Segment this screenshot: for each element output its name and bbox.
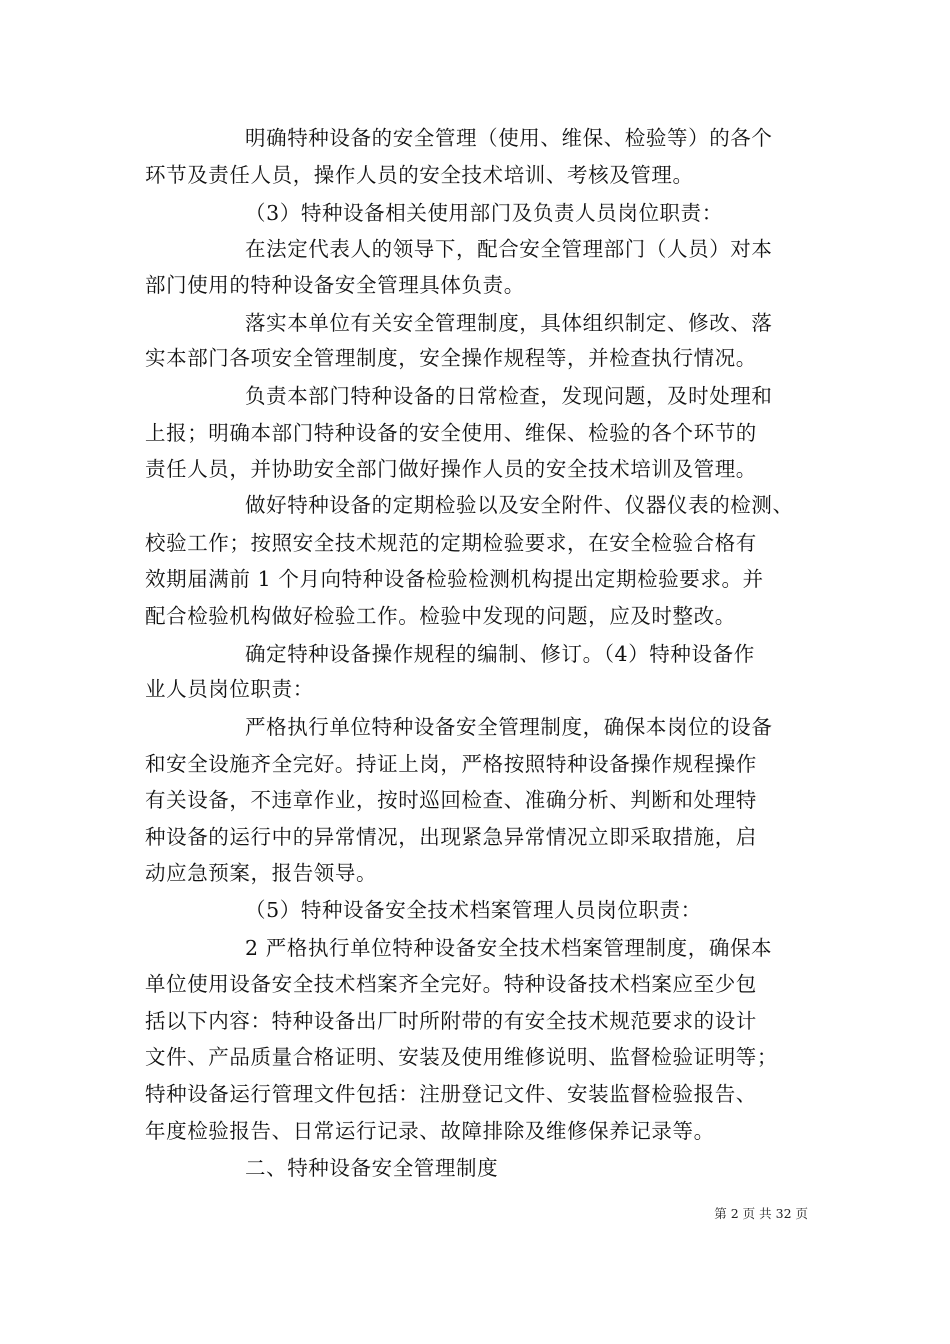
text-line: 责任人员，并协助安全部门做好操作人员的安全技术培训及管理。 — [145, 457, 757, 481]
section-heading: 二、特种设备安全管理制度 — [245, 1156, 499, 1180]
text-line: 负责本部门特种设备的日常检查，发现问题，及时处理和 — [245, 384, 773, 408]
text-line: 上报；明确本部门特种设备的安全使用、维保、检验的各个环节的 — [145, 421, 757, 445]
text-line: 配合检验机构做好检验工作。检验中发现的问题，应及时整改。 — [145, 604, 736, 628]
text-line: 部门使用的特种设备安全管理具体负责。 — [145, 273, 525, 297]
section-heading: （5）特种设备安全技术档案管理人员岗位职责： — [245, 898, 702, 922]
text-line: 效期届满前 1 个月向特种设备检验检测机构提出定期检验要求。并 — [145, 567, 764, 591]
text-line: 种设备的运行中的异常情况，出现紧急异常情况立即采取措施，启 — [145, 825, 757, 849]
text-line: 单位使用设备安全技术档案齐全完好。特种设备技术档案应至少包 — [145, 972, 757, 996]
text-line: 做好特种设备的定期检验以及安全附件、仪器仪表的检测、 — [245, 493, 794, 517]
text-line: 和安全设施齐全完好。持证上岗，严格按照特种设备操作规程操作 — [145, 752, 757, 776]
text-line: 动应急预案，报告领导。 — [145, 861, 378, 885]
text-line: 校验工作；按照安全技术规范的定期检验要求，在安全检验合格有 — [145, 531, 757, 555]
section-heading: （3）特种设备相关使用部门及负责人员岗位职责： — [245, 201, 723, 225]
page-number: 第 2 页 共 32 页 — [714, 1206, 808, 1221]
text-line: 有关设备，不违章作业，按时巡回检查、准确分析、判断和处理特 — [145, 788, 757, 812]
text-line: 落实本单位有关安全管理制度，具体组织制定、修改、落 — [245, 311, 773, 335]
text-line: 环节及责任人员，操作人员的安全技术培训、考核及管理。 — [145, 163, 694, 187]
text-line: 特种设备运行管理文件包括：注册登记文件、安装监督检验报告、 — [145, 1082, 757, 1106]
text-line: 2 严格执行单位特种设备安全技术档案管理制度，确保本 — [245, 936, 773, 960]
text-line: 在法定代表人的领导下，配合安全管理部门（人员）对本 — [245, 237, 773, 261]
text-line: 严格执行单位特种设备安全管理制度，确保本岗位的设备 — [245, 715, 773, 739]
text-line: 实本部门各项安全管理制度，安全操作规程等，并检查执行情况。 — [145, 346, 757, 370]
text-line: 明确特种设备的安全管理（使用、维保、检验等）的各个 — [245, 126, 773, 150]
text-line: 年度检验报告、日常运行记录、故障排除及维修保养记录等。 — [145, 1119, 715, 1143]
text-line: 业人员岗位职责： — [145, 677, 314, 701]
text-line: 确定特种设备操作规程的编制、修订。（4）特种设备作 — [245, 642, 755, 666]
text-line: 文件、产品质量合格证明、安装及使用维修说明、监督检验证明等； — [145, 1045, 778, 1069]
text-line: 括以下内容：特种设备出厂时所附带的有安全技术规范要求的设计 — [145, 1009, 757, 1033]
